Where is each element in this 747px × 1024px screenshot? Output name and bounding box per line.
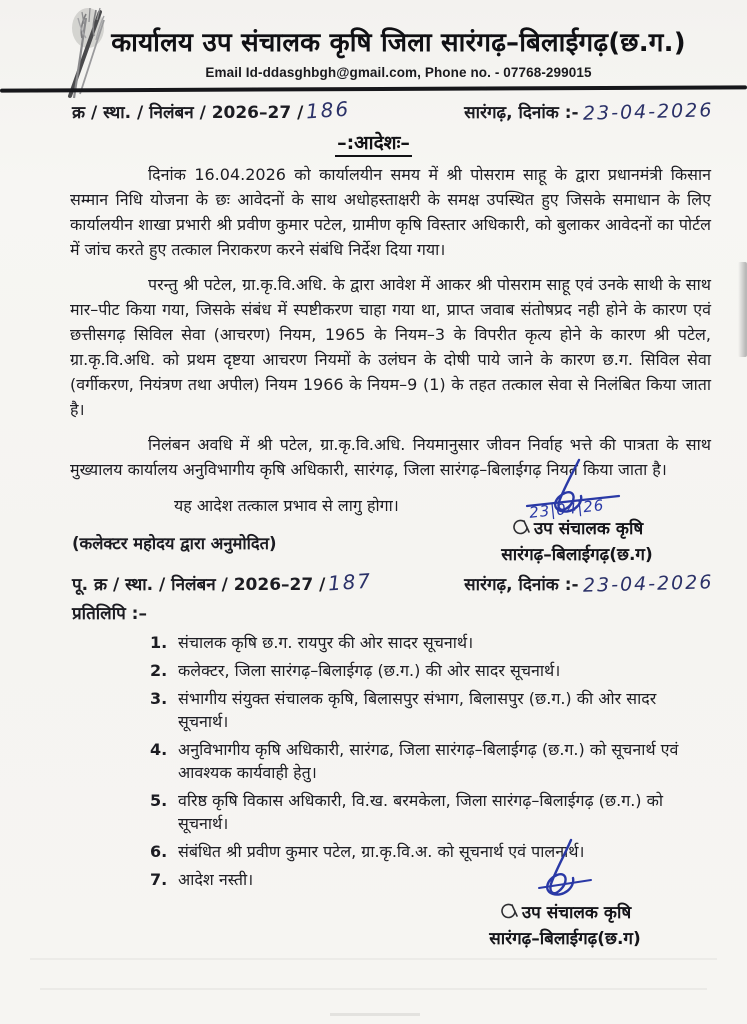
copy-item: 1. संचालक कृषि छ.ग. रायपुर की ओर सादर सूचनार्थ।: [150, 632, 474, 652]
scan-edge-artifact: [738, 262, 747, 357]
collector-approved-line: (कलेक्टर महोदय द्वारा अनुमोदित): [72, 533, 277, 553]
contact-line: Email Id-ddasghbgh@gmail.com, Phone no. - 07768-299015: [205, 65, 592, 80]
reference-number-handwritten: 186: [305, 95, 352, 124]
place-date: [464, 100, 713, 123]
order-heading: [0, 129, 747, 155]
order-paragraph-2: परन्तु श्री पटेल, ग्रा.कृ.वि.अधि. के द्वारा आवेश में आकर श्री पोसराम साहू एवं उनके साथी के साथ मार–पीट किया गया, जिसके संबंध में स्पष्टीकरण चाहा गया था, प्राप्त जवाब संतोषप्रद नही होने के कारण एवं छत्तीसगढ़ सिविल सेवा (आचरण) नियम, 1965 के नियम–3 के विपरीत कृत्य होने के कारण श्री पटेल, ग्रा.कृ.वि.अधि. को प्रथम दृष्टया आचरण नियमों के उलंघन के दोषी पाये जाने के कारण छ.ग. सिविल सेवा (वर्गीकरण, नियंत्रण तथा अपील) नियम 1966 के नियम–9 (1) के तहत तत्काल सेवा से निलंबित किया जाता है।: [70, 274, 711, 419]
reference-number-label: पू. क्र / स्था. / निलंबन / 2026–27 /: [72, 574, 326, 595]
signatory-designation: उप संचालक कृषि: [439, 900, 691, 923]
order-paragraph-3: निलंबन अवधि में श्री पटेल, ग्रा.कृ.वि.अधि. नियमानुसार जीवन निर्वाह भत्ते की पात्रता के साथ मुख्यालय कार्यालय अनुविभागीय कृषि अधिकारी, सारंगढ़, जिला सारंगढ़–बिलाईगढ़ नियत किया जाता है।: [70, 434, 711, 479]
effective-immediately-line: यह आदेश तत्काल प्रभाव से लागु होगा।: [174, 495, 399, 515]
copy-item: 3. संभागीय संयुक्त संचालक कृषि, बिलासपुर संभाग, बिलासपुर (छ.ग.) की ओर सादर सूचनार्थ।: [150, 688, 657, 731]
reference-number: [72, 567, 374, 596]
signatory-office: सारंगढ़–बिलाईगढ़(छ.ग): [489, 928, 641, 949]
copy-item: 7. आदेश नस्ती।: [150, 869, 254, 889]
office-title: कार्यालय उप संचालक कृषि जिला सारंगढ़–बिलाईगढ़(छ.ग.): [111, 28, 686, 58]
copy-item: 2. कलेक्टर, जिला सारंगढ़–बिलाईगढ़ (छ.ग.) की ओर सादर सूचनार्थ।: [150, 660, 561, 680]
place-date: [464, 572, 713, 595]
scan-line-artifact: [40, 988, 707, 990]
reference-number-handwritten: 187: [327, 567, 374, 596]
date-handwritten: 23-04-2026: [582, 570, 714, 597]
reference-number-label: क्र / स्था. / निलंबन / 2026–27 /: [72, 102, 304, 123]
signatory-designation: उप संचालक कृषि: [451, 516, 703, 539]
place-date-label: सारंगढ़, दिनांक :-: [464, 574, 579, 595]
scan-line-artifact: [30, 958, 717, 960]
signatory-office: सारंगढ़–बिलाईगढ़(छ.ग): [501, 544, 653, 565]
signature-block-top: [451, 458, 703, 565]
copy-item: 5. वरिष्ठ कृषि विकास अधिकारी, वि.ख. बरमकेला, जिला सारंगढ़–बिलाईगढ़ (छ.ग.) को सूचनार्थ।: [150, 790, 664, 833]
place-date-label: सारंगढ़, दिनांक :-: [464, 102, 579, 123]
copies-heading: प्रतिलिपि :–: [72, 603, 147, 624]
signature-icon: [451, 458, 703, 522]
signature-date-handwritten: 23|04|26: [528, 495, 606, 522]
stamp-flourish-icon: [499, 902, 519, 920]
order-paragraph-1: दिनांक 16.04.2026 को कार्यालयीन समय में श्री पोसराम साहू के द्वारा प्रधानमंत्री किसान सम्मान निधि योजना के छः आवेदनों के साथ अधोहस्ताक्षरी के समक्ष उपस्थित हुए जिसके समाधान के लिए कार्यालयीन शाखा प्रभारी श्री प्रवीण कुमार पटेल, ग्रामीण कृषि विस्तार अधिकारी, को बुलाकर आवेदनों का पोर्टल में जांच करते हुए तत्काल निराकरण करने संबंधि निर्देश दिया गया।: [70, 164, 711, 259]
signature-icon: [439, 838, 691, 900]
reference-row-2: [0, 565, 747, 595]
copy-item: 6. संबंधित श्री प्रवीण कुमार पटेल, ग्रा.कृ.वि.अ. को सूचनार्थ एवं पालनार्थ।: [150, 841, 585, 861]
date-handwritten: 23-04-2026: [582, 98, 714, 125]
stamp-flourish-icon: [511, 518, 531, 536]
signature-block-bottom: [439, 838, 691, 949]
scan-line-artifact: [330, 1013, 420, 1016]
copy-item: 4. अनुविभागीय कृषि अधिकारी, सारंगढ, जिला सारंगढ़–बिलाईगढ़ (छ.ग.) को सूचनार्थ एवं आवश्यक कार्यवाही हेतु।: [150, 739, 679, 782]
order-heading-text: –:आदेशः–: [335, 132, 412, 157]
